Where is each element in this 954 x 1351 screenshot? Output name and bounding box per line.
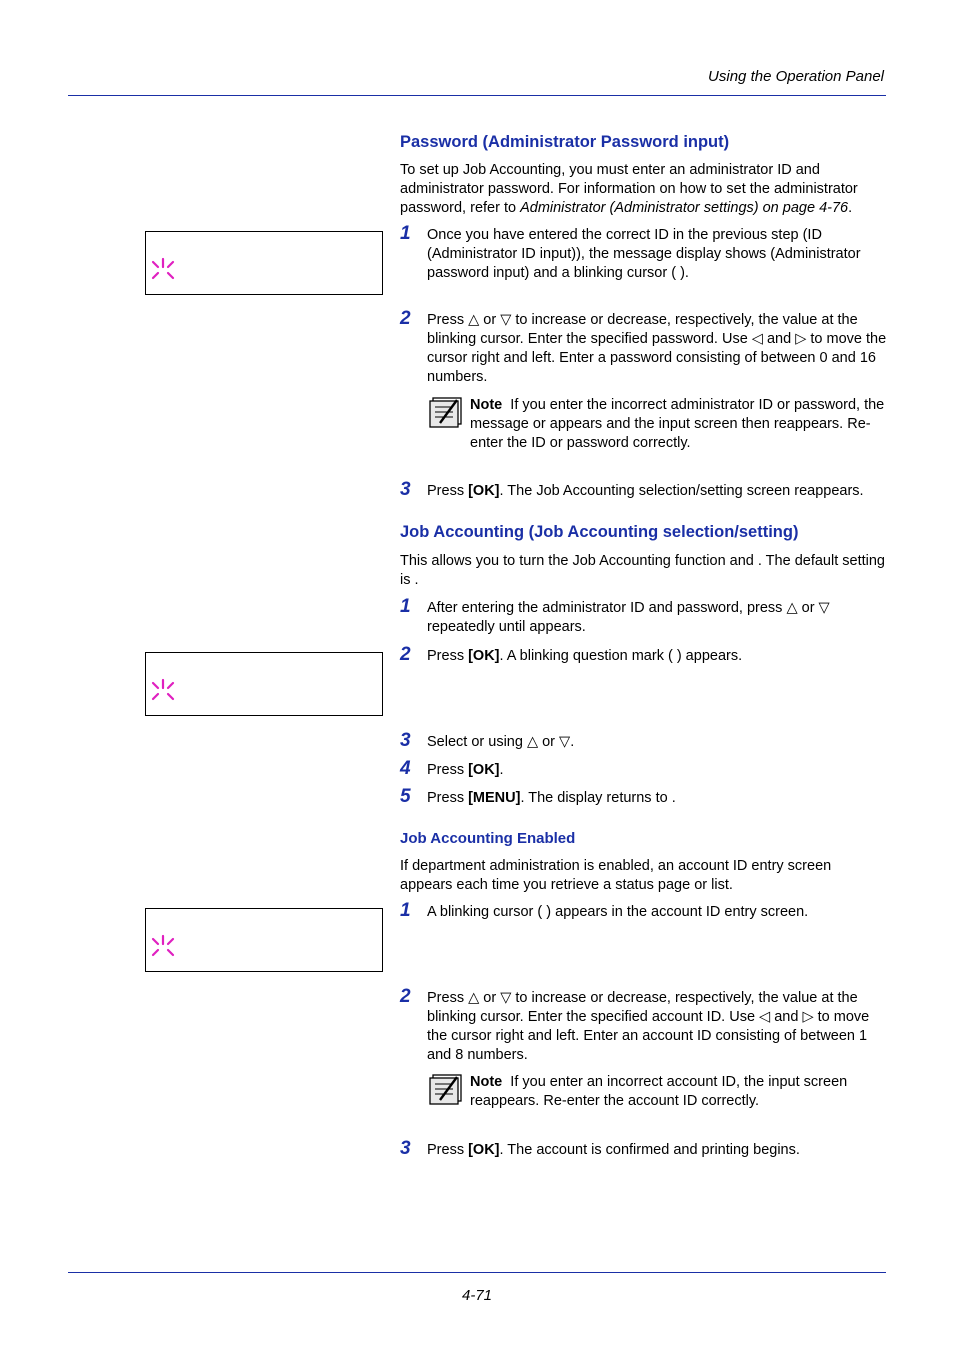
blinking-cursor-icon [149, 256, 177, 280]
step-text: Press [OK]. The account is confirmed and printing begins. [427, 1142, 800, 1158]
blinking-cursor-icon [149, 677, 177, 701]
page-header-title: Using the Operation Panel [708, 68, 884, 85]
step-text: Press △ or ▽ to increase or decrease, respectively, the value at the blinking cursor. Enter the specified account ID. Use ◁ and ▷ to move the cursor right and left. Enter an account ID consisting of between 1 and 8 numbers. [427, 990, 870, 1063]
step-number: 4 [400, 758, 411, 779]
section-intro-job-accounting: This allows you to turn the Job Accounting function and . The default setting is . [400, 553, 885, 588]
section-heading-password: Password (Administrator Password input) [400, 133, 730, 151]
note-text: If you enter the incorrect administrator ID or password, the message or appears and the input screen then reappears. Re-enter the ID or password correctly. [470, 397, 885, 451]
step-text: Once you have entered the correct ID in the previous step (ID (Administrator ID input)), the message display shows (Administrator password input) and a blinking cursor ( ). [427, 227, 861, 281]
note-pad-icon [427, 1073, 465, 1107]
step-text: Press [MENU]. The display returns to . [427, 790, 676, 806]
section-heading-job-accounting-enabled: Job Accounting Enabled [400, 830, 576, 847]
blinking-cursor-icon [149, 933, 177, 957]
page-number: 4-71 [461, 1287, 493, 1304]
step-text: Select or using △ or ▽. [427, 734, 575, 750]
note-pad-icon [427, 396, 465, 430]
footer-rule [68, 1272, 886, 1273]
step-number: 2 [400, 308, 411, 329]
step-text: Press [OK]. [427, 762, 504, 778]
step-number: 1 [400, 223, 411, 244]
step-number: 3 [400, 730, 411, 751]
step-text: A blinking cursor ( ) appears in the account ID entry screen. [427, 904, 809, 920]
lcd-display-job-accounting [145, 652, 383, 716]
step-number: 3 [400, 1138, 411, 1159]
step-number: 3 [400, 479, 411, 500]
note-label: Note [470, 1074, 503, 1090]
step-number: 2 [400, 986, 411, 1007]
note-text: If you enter an incorrect account ID, the input screen reappears. Re-enter the account ID correctly. [470, 1074, 848, 1109]
step-number: 1 [400, 900, 411, 921]
step-number: 5 [400, 786, 411, 807]
section-intro-password: To set up Job Accounting, you must enter an administrator ID and administrator password. For information on how to set the administrator password, refer to Administrator (Administrator settings) on page 4-76. [400, 162, 858, 216]
section-heading-job-accounting: Job Accounting (Job Accounting selection/setting) [400, 523, 799, 541]
note-label: Note [470, 397, 503, 413]
lcd-display-account-id [145, 908, 383, 972]
step-text: Press [OK]. The Job Accounting selection/setting screen reappears. [427, 483, 864, 499]
step-text: After entering the administrator ID and password, press △ or ▽ repeatedly until appears. [427, 600, 830, 635]
section-intro-job-accounting-enabled: If department administration is enabled, an account ID entry screen appears each time you retrieve a status page or list. [400, 858, 832, 893]
step-text: Press [OK]. A blinking question mark ( ) appears. [427, 648, 743, 664]
step-text: Press △ or ▽ to increase or decrease, respectively, the value at the blinking cursor. Enter the specified password. Use ◁ and ▷ to move the cursor right and left. Enter a password consisting of between 0 and 16 numbers. [427, 312, 887, 385]
step-number: 1 [400, 596, 411, 617]
step-number: 2 [400, 644, 411, 665]
header-rule [68, 95, 886, 96]
lcd-display-password [145, 231, 383, 295]
cross-reference: Administrator (Administrator settings) on page 4-76 [520, 200, 849, 216]
